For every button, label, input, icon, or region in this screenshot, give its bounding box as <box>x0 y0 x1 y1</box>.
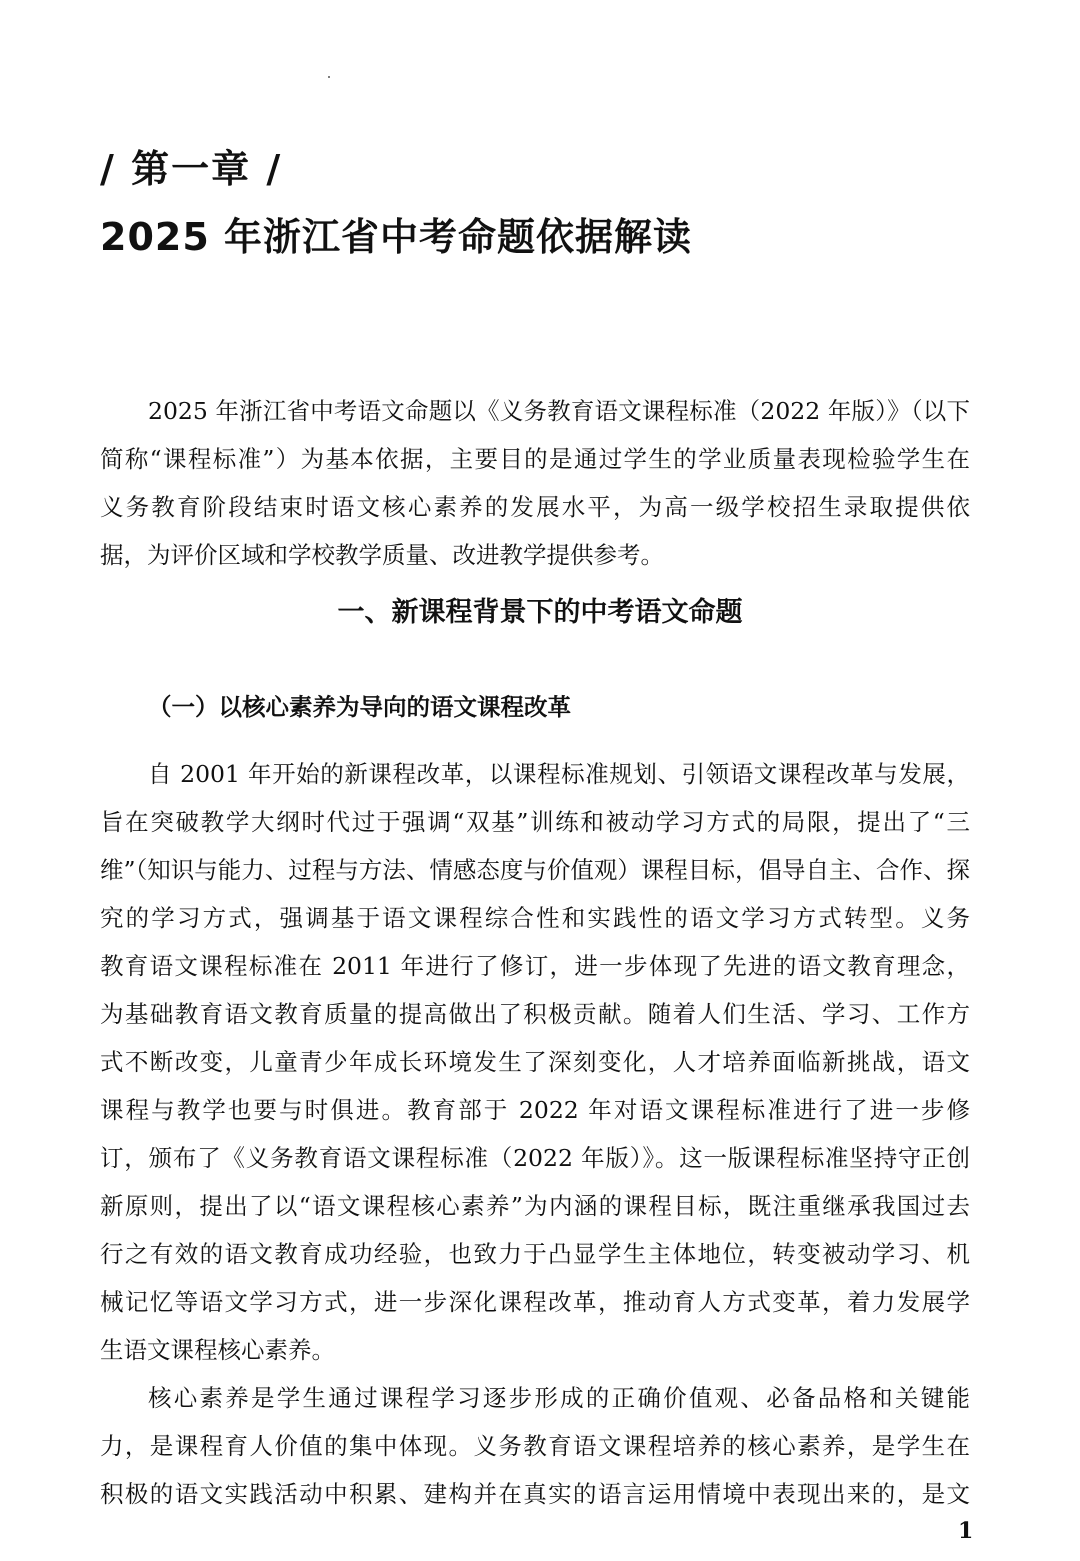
body-line: 力，是课程育人价值的集中体现。义务教育语文课程培养的核心素养，是学生在 <box>100 1432 970 1460</box>
chapter-title: 2025 年浙江省中考命题依据解读 <box>100 215 692 259</box>
intro-line: 简称“课程标准”）为基本依据，主要目的是通过学生的学业质量表现检验学生在 <box>100 445 970 473</box>
chapter-label: / 第一章 / <box>100 147 283 191</box>
body-line: 旨在突破教学大纲时代过于强调“双基”训练和被动学习方式的局限，提出了“三 <box>100 808 970 836</box>
body-line: 订，颁布了《义务教育语文课程标准（2022 年版）》。这一版课程标准坚持守正创 <box>100 1144 970 1172</box>
body-line: 课程与教学也要与时俱进。教育部于 2022 年对语文课程标准进行了进一步修 <box>100 1096 970 1124</box>
body-line: 究的学习方式，强调基于语文课程综合性和实践性的语文学习方式转型。义务 <box>100 904 970 932</box>
body-line: 行之有效的语文教育成功经验，也致力于凸显学生主体地位，转变被动学习、机 <box>100 1240 970 1268</box>
intro-line: 2025 年浙江省中考语文命题以《义务教育语文课程标准（2022 年版）》（以下 <box>148 397 970 425</box>
intro-line: 义务教育阶段结束时语文核心素养的发展水平，为高一级学校招生录取提供依 <box>100 493 970 521</box>
section-heading: 一、新课程背景下的中考语文命题 <box>337 597 743 628</box>
body-line: 生语文课程核心素养。 <box>100 1336 335 1364</box>
body-line: 维”（知识与能力、过程与方法、情感态度与价值观）课程目标，倡导自主、合作、探 <box>100 856 970 884</box>
subsection-heading: （一）以核心素养为导向的语文课程改革 <box>148 693 571 721</box>
body-line: 新原则，提出了以“语文课程核心素养”为内涵的课程目标，既注重继承我国过去 <box>100 1192 970 1220</box>
body-line: 式不断改变，儿童青少年成长环境发生了深刻变化，人才培养面临新挑战，语文 <box>100 1048 970 1076</box>
intro-line: 据，为评价区域和学校教学质量、改进教学提供参考。 <box>100 541 664 569</box>
body-line: 为基础教育语文教育质量的提高做出了积极贡献。随着人们生活、学习、工作方 <box>100 1000 970 1028</box>
body-line: 核心素养是学生通过课程学习逐步形成的正确价值观、必备品格和关键能 <box>148 1384 970 1412</box>
page-number: 1 <box>958 1518 974 1544</box>
body-line: 械记忆等语文学习方式，进一步深化课程改革，推动育人方式变革，着力发展学 <box>100 1288 970 1316</box>
body-line: 自 2001 年开始的新课程改革，以课程标准规划、引领语文课程改革与发展， <box>148 760 970 788</box>
body-line: 积极的语文实践活动中积累、建构并在真实的语言运用情境中表现出来的，是文 <box>100 1480 970 1508</box>
body-line: 教育语文课程标准在 2011 年进行了修订，进一步体现了先进的语文教育理念， <box>100 952 970 980</box>
scan-speck <box>328 76 330 78</box>
